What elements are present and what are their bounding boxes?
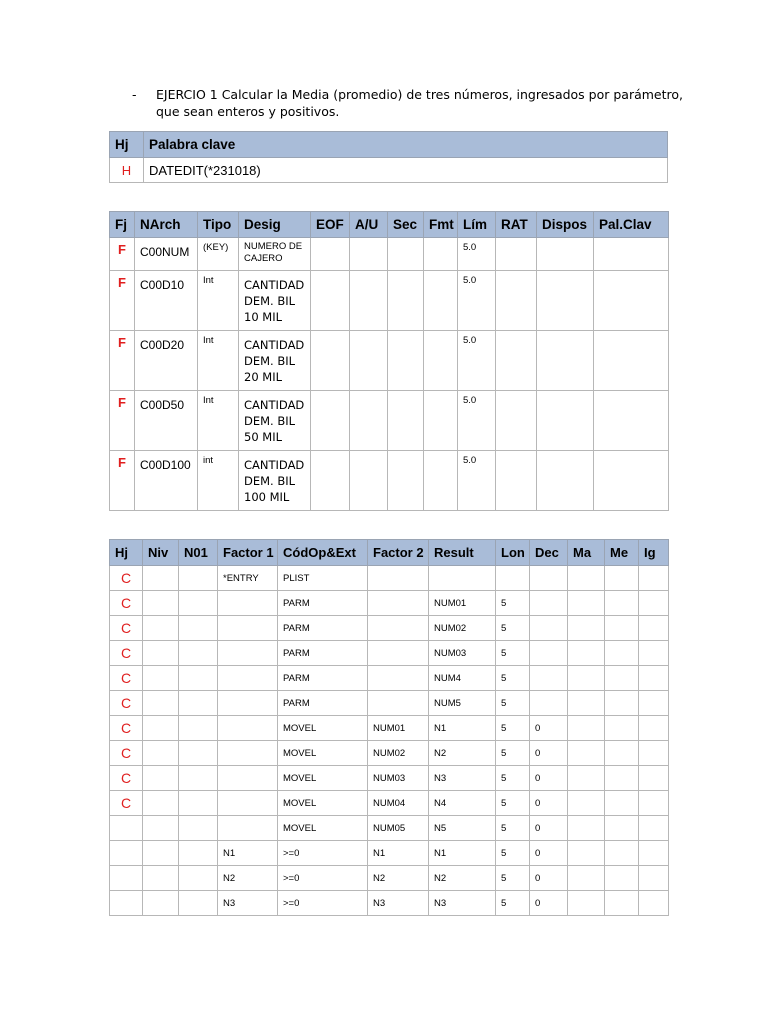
me-cell bbox=[605, 741, 639, 766]
column-header: EOF bbox=[311, 212, 350, 238]
column-header: N01 bbox=[179, 540, 218, 566]
me-cell bbox=[605, 566, 639, 591]
opcode-cell: >=0 bbox=[278, 841, 368, 866]
column-header: Lím bbox=[458, 212, 496, 238]
ig-cell bbox=[639, 616, 669, 641]
limit-cell: 5.0 bbox=[458, 331, 496, 391]
level-cell bbox=[143, 891, 179, 916]
decimals-cell bbox=[530, 616, 568, 641]
spec-type-cell: C bbox=[110, 716, 143, 741]
length-cell: 5 bbox=[496, 791, 530, 816]
sec-cell bbox=[388, 271, 424, 331]
eof-cell bbox=[311, 271, 350, 331]
ma-cell bbox=[568, 641, 605, 666]
factor2-cell: NUM05 bbox=[368, 816, 429, 841]
type-cell: int bbox=[198, 451, 239, 511]
factor2-cell: NUM02 bbox=[368, 741, 429, 766]
factor2-cell bbox=[368, 616, 429, 641]
spec-type-cell: C bbox=[110, 591, 143, 616]
fmt-cell bbox=[424, 391, 458, 451]
factor1-cell bbox=[218, 591, 278, 616]
ig-cell bbox=[639, 641, 669, 666]
column-header: Me bbox=[605, 540, 639, 566]
result-cell: N5 bbox=[429, 816, 496, 841]
column-header: RAT bbox=[496, 212, 537, 238]
keyword-cell bbox=[594, 331, 669, 391]
decimals-cell: 0 bbox=[530, 716, 568, 741]
result-cell: N1 bbox=[429, 841, 496, 866]
indicator-cell bbox=[179, 891, 218, 916]
decimals-cell bbox=[530, 691, 568, 716]
me-cell bbox=[605, 816, 639, 841]
factor2-cell bbox=[368, 641, 429, 666]
me-cell bbox=[605, 691, 639, 716]
factor1-cell: *ENTRY bbox=[218, 566, 278, 591]
dispos-cell bbox=[537, 451, 594, 511]
level-cell bbox=[143, 666, 179, 691]
file-name-cell: C00NUM bbox=[135, 238, 198, 271]
opcode-cell: MOVEL bbox=[278, 741, 368, 766]
type-cell: Int bbox=[198, 271, 239, 331]
length-cell: 5 bbox=[496, 591, 530, 616]
table-row bbox=[110, 451, 669, 511]
ig-cell bbox=[639, 816, 669, 841]
level-cell bbox=[143, 766, 179, 791]
ma-cell bbox=[568, 666, 605, 691]
me-cell bbox=[605, 866, 639, 891]
column-header: CódOp&Ext bbox=[278, 540, 368, 566]
fmt-cell bbox=[424, 271, 458, 331]
spec-type-cell: F bbox=[110, 391, 135, 451]
factor1-cell bbox=[218, 616, 278, 641]
rat-cell bbox=[496, 451, 537, 511]
dispos-cell bbox=[537, 391, 594, 451]
level-cell bbox=[143, 841, 179, 866]
spec-type-cell: F bbox=[110, 271, 135, 331]
table-row bbox=[110, 766, 669, 791]
opcode-cell: >=0 bbox=[278, 866, 368, 891]
table-row bbox=[110, 566, 669, 591]
indicator-cell bbox=[179, 591, 218, 616]
spec-type-cell: C bbox=[110, 566, 143, 591]
result-cell bbox=[429, 566, 496, 591]
spec-type-cell bbox=[110, 891, 143, 916]
table-row bbox=[110, 271, 669, 331]
result-cell: N2 bbox=[429, 866, 496, 891]
designation-cell: CANTIDAD DEM. BIL 50 MIL bbox=[239, 391, 311, 451]
au-cell bbox=[350, 271, 388, 331]
limit-cell: 5.0 bbox=[458, 451, 496, 511]
factor2-cell bbox=[368, 591, 429, 616]
spec-type-cell bbox=[110, 866, 143, 891]
level-cell bbox=[143, 591, 179, 616]
header-hj: Hj bbox=[110, 132, 144, 158]
type-cell: Int bbox=[198, 391, 239, 451]
me-cell bbox=[605, 716, 639, 741]
file-spec-table bbox=[109, 211, 669, 511]
au-cell bbox=[350, 451, 388, 511]
ma-cell bbox=[568, 591, 605, 616]
result-cell: N1 bbox=[429, 716, 496, 741]
spec-type-cell: C bbox=[110, 666, 143, 691]
keyword-cell: DATEDIT(*231018) bbox=[144, 158, 668, 183]
opcode-cell: MOVEL bbox=[278, 791, 368, 816]
factor1-cell: N1 bbox=[218, 841, 278, 866]
decimals-cell bbox=[530, 641, 568, 666]
result-cell: N3 bbox=[429, 766, 496, 791]
result-cell: N2 bbox=[429, 741, 496, 766]
limit-cell: 5.0 bbox=[458, 238, 496, 271]
decimals-cell: 0 bbox=[530, 816, 568, 841]
length-cell: 5 bbox=[496, 716, 530, 741]
designation-cell: NUMERO DE CAJERO bbox=[239, 238, 311, 271]
ig-cell bbox=[639, 866, 669, 891]
ig-cell bbox=[639, 766, 669, 791]
limit-cell: 5.0 bbox=[458, 391, 496, 451]
length-cell: 5 bbox=[496, 641, 530, 666]
header-spec-table bbox=[109, 131, 668, 183]
sec-cell bbox=[388, 451, 424, 511]
level-cell bbox=[143, 566, 179, 591]
spec-type-cell: C bbox=[110, 616, 143, 641]
ma-cell bbox=[568, 741, 605, 766]
exercise-line-1: EJERCIO 1 Calcular la Media (promedio) de tres números, ingresados por parámetro, bbox=[156, 87, 684, 102]
opcode-cell: PARM bbox=[278, 666, 368, 691]
file-name-cell: C00D100 bbox=[135, 451, 198, 511]
file-name-cell: C00D10 bbox=[135, 271, 198, 331]
me-cell bbox=[605, 766, 639, 791]
table-row bbox=[110, 716, 669, 741]
result-cell: NUM03 bbox=[429, 641, 496, 666]
spec-type-cell bbox=[110, 816, 143, 841]
me-cell bbox=[605, 616, 639, 641]
ma-cell bbox=[568, 866, 605, 891]
spec-type-cell: C bbox=[110, 691, 143, 716]
me-cell bbox=[605, 641, 639, 666]
ig-cell bbox=[639, 666, 669, 691]
ma-cell bbox=[568, 791, 605, 816]
factor1-cell bbox=[218, 716, 278, 741]
ig-cell bbox=[639, 891, 669, 916]
column-header: NArch bbox=[135, 212, 198, 238]
table-row bbox=[110, 741, 669, 766]
factor2-cell: NUM01 bbox=[368, 716, 429, 741]
level-cell bbox=[143, 641, 179, 666]
fmt-cell bbox=[424, 238, 458, 271]
result-cell: N4 bbox=[429, 791, 496, 816]
au-cell bbox=[350, 331, 388, 391]
ma-cell bbox=[568, 616, 605, 641]
length-cell: 5 bbox=[496, 891, 530, 916]
calc-spec-table bbox=[109, 539, 669, 916]
limit-cell: 5.0 bbox=[458, 271, 496, 331]
opcode-cell: PARM bbox=[278, 591, 368, 616]
eof-cell bbox=[311, 451, 350, 511]
opcode-cell: MOVEL bbox=[278, 816, 368, 841]
decimals-cell bbox=[530, 666, 568, 691]
factor1-cell: N2 bbox=[218, 866, 278, 891]
column-header: Lon bbox=[496, 540, 530, 566]
length-cell bbox=[496, 566, 530, 591]
table-row bbox=[110, 666, 669, 691]
dispos-cell bbox=[537, 238, 594, 271]
decimals-cell: 0 bbox=[530, 891, 568, 916]
spec-type-cell bbox=[110, 841, 143, 866]
indicator-cell bbox=[179, 866, 218, 891]
factor1-cell bbox=[218, 666, 278, 691]
opcode-cell: PARM bbox=[278, 691, 368, 716]
designation-cell: CANTIDAD DEM. BIL 100 MIL bbox=[239, 451, 311, 511]
column-header: Hj bbox=[110, 540, 143, 566]
spec-type-cell: C bbox=[110, 791, 143, 816]
table-row bbox=[110, 616, 669, 641]
column-header: Ig bbox=[639, 540, 669, 566]
spec-type-cell: F bbox=[110, 331, 135, 391]
level-cell bbox=[143, 741, 179, 766]
length-cell: 5 bbox=[496, 616, 530, 641]
length-cell: 5 bbox=[496, 691, 530, 716]
decimals-cell: 0 bbox=[530, 841, 568, 866]
length-cell: 5 bbox=[496, 766, 530, 791]
column-header: Pal.Clav bbox=[594, 212, 669, 238]
spec-type-cell: H bbox=[110, 158, 144, 183]
indicator-cell bbox=[179, 616, 218, 641]
factor1-cell bbox=[218, 766, 278, 791]
table-row bbox=[110, 891, 669, 916]
sec-cell bbox=[388, 391, 424, 451]
length-cell: 5 bbox=[496, 816, 530, 841]
factor2-cell bbox=[368, 566, 429, 591]
column-header: Factor 1 bbox=[218, 540, 278, 566]
result-cell: NUM02 bbox=[429, 616, 496, 641]
file-name-cell: C00D50 bbox=[135, 391, 198, 451]
bullet-dash: - bbox=[132, 87, 137, 102]
eof-cell bbox=[311, 391, 350, 451]
ma-cell bbox=[568, 691, 605, 716]
spec-type-cell: F bbox=[110, 238, 135, 271]
column-header: A/U bbox=[350, 212, 388, 238]
column-header: Niv bbox=[143, 540, 179, 566]
rat-cell bbox=[496, 391, 537, 451]
me-cell bbox=[605, 666, 639, 691]
opcode-cell: >=0 bbox=[278, 891, 368, 916]
factor2-cell: N2 bbox=[368, 866, 429, 891]
header-palabra-clave: Palabra clave bbox=[144, 132, 668, 158]
keyword-cell bbox=[594, 391, 669, 451]
indicator-cell bbox=[179, 791, 218, 816]
factor1-cell: N3 bbox=[218, 891, 278, 916]
level-cell bbox=[143, 791, 179, 816]
decimals-cell bbox=[530, 591, 568, 616]
result-cell: NUM01 bbox=[429, 591, 496, 616]
result-cell: NUM4 bbox=[429, 666, 496, 691]
opcode-cell: MOVEL bbox=[278, 766, 368, 791]
ig-cell bbox=[639, 791, 669, 816]
dispos-cell bbox=[537, 331, 594, 391]
column-header: Dec bbox=[530, 540, 568, 566]
indicator-cell bbox=[179, 816, 218, 841]
table-row bbox=[110, 841, 669, 866]
ma-cell bbox=[568, 891, 605, 916]
column-header: Fmt bbox=[424, 212, 458, 238]
decimals-cell: 0 bbox=[530, 866, 568, 891]
opcode-cell: MOVEL bbox=[278, 716, 368, 741]
eof-cell bbox=[311, 331, 350, 391]
table-row bbox=[110, 591, 669, 616]
factor2-cell: NUM03 bbox=[368, 766, 429, 791]
table-row bbox=[110, 391, 669, 451]
ig-cell bbox=[639, 841, 669, 866]
column-header: Desig bbox=[239, 212, 311, 238]
me-cell bbox=[605, 591, 639, 616]
length-cell: 5 bbox=[496, 741, 530, 766]
table-row bbox=[110, 866, 669, 891]
opcode-cell: PLIST bbox=[278, 566, 368, 591]
factor2-cell: N1 bbox=[368, 841, 429, 866]
column-header: Ma bbox=[568, 540, 605, 566]
dispos-cell bbox=[537, 271, 594, 331]
ig-cell bbox=[639, 716, 669, 741]
level-cell bbox=[143, 716, 179, 741]
length-cell: 5 bbox=[496, 666, 530, 691]
spec-type-cell: C bbox=[110, 766, 143, 791]
spec-type-cell: C bbox=[110, 641, 143, 666]
table-row bbox=[110, 691, 669, 716]
rat-cell bbox=[496, 271, 537, 331]
indicator-cell bbox=[179, 741, 218, 766]
ma-cell bbox=[568, 816, 605, 841]
column-header: Tipo bbox=[198, 212, 239, 238]
indicator-cell bbox=[179, 691, 218, 716]
ig-cell bbox=[639, 691, 669, 716]
table-row bbox=[110, 641, 669, 666]
au-cell bbox=[350, 391, 388, 451]
keyword-cell bbox=[594, 238, 669, 271]
level-cell bbox=[143, 691, 179, 716]
ma-cell bbox=[568, 716, 605, 741]
opcode-cell: PARM bbox=[278, 641, 368, 666]
level-cell bbox=[143, 816, 179, 841]
ig-cell bbox=[639, 591, 669, 616]
exercise-description bbox=[132, 86, 692, 120]
ma-cell bbox=[568, 766, 605, 791]
indicator-cell bbox=[179, 666, 218, 691]
ma-cell bbox=[568, 841, 605, 866]
factor2-cell: NUM04 bbox=[368, 791, 429, 816]
type-cell: (KEY) bbox=[198, 238, 239, 271]
sec-cell bbox=[388, 238, 424, 271]
decimals-cell: 0 bbox=[530, 741, 568, 766]
length-cell: 5 bbox=[496, 841, 530, 866]
type-cell: Int bbox=[198, 331, 239, 391]
table-row bbox=[110, 791, 669, 816]
column-header: Dispos bbox=[537, 212, 594, 238]
exercise-line-2: que sean enteros y positivos. bbox=[156, 104, 340, 119]
result-cell: N3 bbox=[429, 891, 496, 916]
column-header: Sec bbox=[388, 212, 424, 238]
factor2-cell: N3 bbox=[368, 891, 429, 916]
sec-cell bbox=[388, 331, 424, 391]
decimals-cell: 0 bbox=[530, 766, 568, 791]
ma-cell bbox=[568, 566, 605, 591]
spec-type-cell: F bbox=[110, 451, 135, 511]
factor2-cell bbox=[368, 691, 429, 716]
au-cell bbox=[350, 238, 388, 271]
factor1-cell bbox=[218, 816, 278, 841]
level-cell bbox=[143, 616, 179, 641]
ig-cell bbox=[639, 741, 669, 766]
designation-cell: CANTIDAD DEM. BIL 20 MIL bbox=[239, 331, 311, 391]
factor1-cell bbox=[218, 791, 278, 816]
me-cell bbox=[605, 891, 639, 916]
me-cell bbox=[605, 841, 639, 866]
opcode-cell: PARM bbox=[278, 616, 368, 641]
file-name-cell: C00D20 bbox=[135, 331, 198, 391]
designation-cell: CANTIDAD DEM. BIL 10 MIL bbox=[239, 271, 311, 331]
spec-type-cell: C bbox=[110, 741, 143, 766]
ig-cell bbox=[639, 566, 669, 591]
length-cell: 5 bbox=[496, 866, 530, 891]
factor1-cell bbox=[218, 691, 278, 716]
result-cell: NUM5 bbox=[429, 691, 496, 716]
me-cell bbox=[605, 791, 639, 816]
indicator-cell bbox=[179, 641, 218, 666]
table-row bbox=[110, 331, 669, 391]
table-row bbox=[110, 816, 669, 841]
table-row bbox=[110, 158, 668, 183]
column-header: Fj bbox=[110, 212, 135, 238]
rat-cell bbox=[496, 238, 537, 271]
column-header: Result bbox=[429, 540, 496, 566]
table-row bbox=[110, 238, 669, 271]
keyword-cell bbox=[594, 271, 669, 331]
indicator-cell bbox=[179, 766, 218, 791]
factor2-cell bbox=[368, 666, 429, 691]
factor1-cell bbox=[218, 741, 278, 766]
eof-cell bbox=[311, 238, 350, 271]
keyword-cell bbox=[594, 451, 669, 511]
fmt-cell bbox=[424, 451, 458, 511]
indicator-cell bbox=[179, 566, 218, 591]
fmt-cell bbox=[424, 331, 458, 391]
indicator-cell bbox=[179, 716, 218, 741]
column-header: Factor 2 bbox=[368, 540, 429, 566]
rat-cell bbox=[496, 331, 537, 391]
indicator-cell bbox=[179, 841, 218, 866]
decimals-cell: 0 bbox=[530, 791, 568, 816]
decimals-cell bbox=[530, 566, 568, 591]
factor1-cell bbox=[218, 641, 278, 666]
level-cell bbox=[143, 866, 179, 891]
